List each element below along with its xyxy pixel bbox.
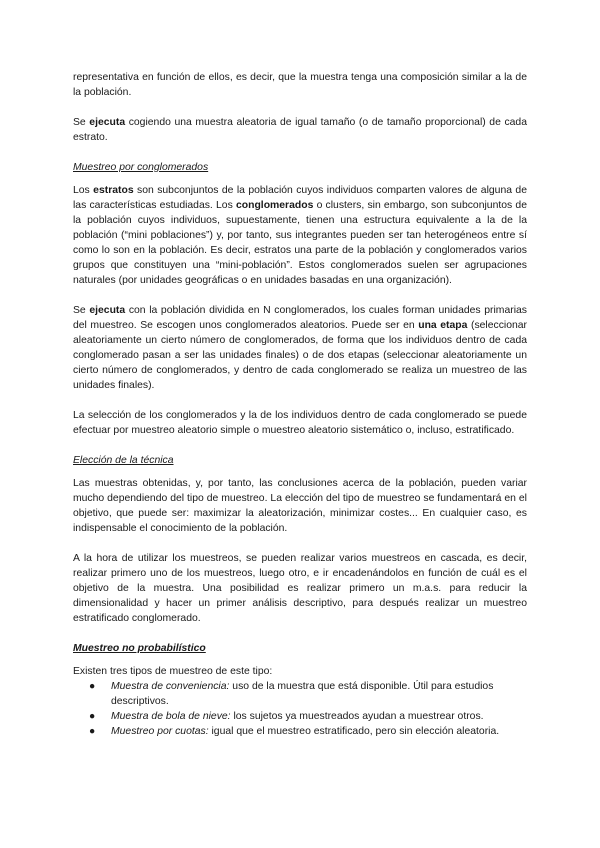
paragraph-cascada: A la hora de utilizar los muestreos, se pueden realizar varios muestreos en cascada, es decir, realizar primero uno de los muestreos, luego otro, e ir encadenándolos en función de cuál es el objetivo de la muestra. Una posibilidad es realizar primero un m.a.s. para reducir la dimensionalidad y hacer un primer análisis descriptivo, para después realizar un muestreo estratificado conglomerado. <box>73 553 527 624</box>
section-heading-conglomerados: Muestreo por conglomerados <box>73 162 209 173</box>
spacer <box>73 145 527 160</box>
spacer <box>73 175 527 183</box>
spacer <box>73 536 527 551</box>
text: (seleccionar aleatoriamente un cierto número de conglomerados, de forma que los individuos dentro de cada conglomerado pasan a ser las unidades finales) o de dos etapas (seleccionar aleatoriamente un cierto número de conglomerados, y dentro de cada conglomerado se realiza un muestreo de las unidades finales). <box>73 320 528 391</box>
text: Se <box>73 305 90 316</box>
paragraph-continuation: representativa en función de ellos, es decir, que la muestra tenga una composición similar a la de la población. <box>73 72 527 98</box>
section-heading-no-probabilistico: Muestreo no probabilístico <box>73 643 206 654</box>
list-item <box>73 709 527 724</box>
spacer <box>73 656 527 664</box>
list-text: los sujetos ya muestreados ayudan a muestrear otros. <box>230 711 484 722</box>
list-text: igual que el muestreo estratificado, pero sin elección aleatoria. <box>208 726 500 737</box>
bullet-icon: ● <box>89 681 96 692</box>
paragraph-muestras-obtenidas: Las muestras obtenidas, y, por tanto, las conclusiones acerca de la población, pueden variar mucho dependiendo del tipo de muestreo. La elección del tipo de muestreo se fundamentará en el objetivo, que puede ser: maximizar la aleatorización, minimizar costes... En cualquier caso, es indispensable el conocimiento de la población. <box>73 478 527 534</box>
document-page <box>73 70 527 739</box>
bullet-list <box>73 679 527 739</box>
paragraph-estratos-conglomerados <box>73 183 527 288</box>
text: son subconjuntos de la población cuyos individuos comparten valores de alguna de las características estudiadas. Los <box>73 185 527 211</box>
text: cogiendo una muestra aleatoria de igual tamaño (o de tamaño proporcional) de cada estrato. <box>73 117 527 143</box>
bold-term: ejecuta <box>89 117 126 128</box>
spacer <box>73 468 527 476</box>
spacer <box>73 626 527 641</box>
spacer <box>73 100 527 115</box>
spacer <box>73 288 527 303</box>
section-heading-eleccion: Elección de la técnica <box>73 455 174 466</box>
spacer <box>73 393 527 408</box>
bold-term: conglomerados <box>235 200 314 211</box>
text: con la población dividida en N conglomerados, los cuales forman unidades primarias del muestreo. Se escogen unos conglomerados aleatorios. Puede ser en <box>73 305 527 331</box>
list-term: Muestreo por cuotas: <box>111 726 209 737</box>
bold-term: estratos <box>93 185 134 196</box>
spacer <box>73 438 527 453</box>
paragraph-tipos: Existen tres tipos de muestreo de este tipo: <box>73 666 273 677</box>
text: o clusters, sin embargo, son subconjuntos de la población cuyos individuos, supuestamente, tienen una estructura equivalente a la de la población (“mini poblaciones”) y, por tanto, sus integrantes pueden ser tan heterogéneos entre sí como lo son en la población. Es decir, estratos una parte de la población y conglomerados varios grupos que constituyen una “mini-población”. Estos conglomerados suelen ser agrupaciones naturales (por unidades geográficas o en unidades basadas en una organización). <box>73 200 527 286</box>
paragraph-ejecuta-estratificado <box>73 115 527 145</box>
bold-term: una etapa <box>418 320 468 331</box>
list-term: Muestra de bola de nieve: <box>111 711 231 722</box>
bullet-icon: ● <box>89 726 96 737</box>
paragraph-seleccion: La selección de los conglomerados y la de los individuos dentro de cada conglomerado se puede efectuar por muestreo aleatorio simple o muestreo aleatorio sistemático o, incluso, estratificado. <box>73 410 527 436</box>
text: Los <box>73 185 94 196</box>
bullet-icon: ● <box>89 711 96 722</box>
list-item <box>73 724 527 739</box>
bold-term: ejecuta <box>89 305 126 316</box>
list-item <box>73 679 527 709</box>
list-text: uso de la muestra que está disponible. Útil para estudios descriptivos. <box>111 681 494 707</box>
text: Se <box>73 117 90 128</box>
paragraph-ejecuta-conglomerados <box>73 303 527 393</box>
list-term: Muestra de conveniencia: <box>111 681 230 692</box>
